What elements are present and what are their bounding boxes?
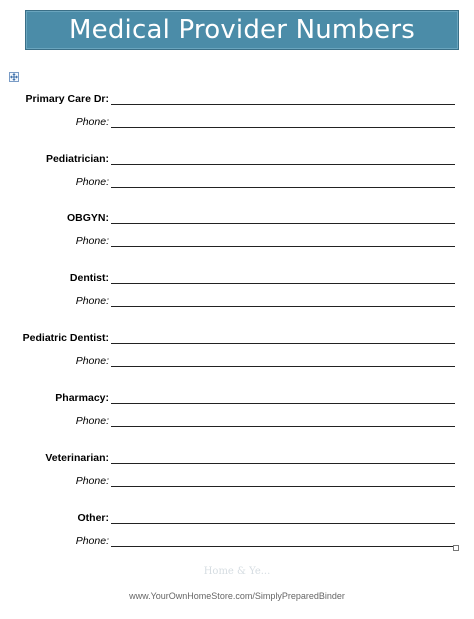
phone-label: Phone: [75,475,109,487]
fill-in-line[interactable] [111,463,455,464]
fill-in-line[interactable] [111,187,455,188]
form-row-primary-care [0,90,474,106]
phone-label: Phone: [75,176,109,188]
field-label: Other: [77,512,109,524]
fill-in-line[interactable] [111,223,455,224]
phone-label: Phone: [75,116,109,128]
fill-in-line[interactable] [111,343,455,344]
form-row-pediatrician [0,150,474,166]
form-row-phone [0,532,474,548]
field-label: Dentist: [69,272,109,284]
title-banner [25,10,459,50]
form-row-phone [0,292,474,308]
field-label: Pediatric Dentist: [22,332,109,344]
table-move-handle-icon[interactable] [9,72,19,82]
form-row-phone [0,412,474,428]
footer-url: www.YourOwnHomeStore.com/SimplyPreparedBinder [129,591,345,601]
fill-in-line[interactable] [111,283,455,284]
field-label: OBGYN: [67,212,109,224]
form-row-dentist [0,269,474,285]
field-label: Veterinarian: [45,452,109,464]
table-resize-handle-icon[interactable] [453,545,459,551]
field-label: Pediatrician: [45,153,109,165]
form-row-phone [0,352,474,368]
phone-label: Phone: [75,295,109,307]
fill-in-line[interactable] [111,127,455,128]
fill-in-line[interactable] [111,403,455,404]
field-label: Pharmacy: [55,392,109,404]
fill-in-line[interactable] [111,523,455,524]
phone-label: Phone: [75,415,109,427]
form-row-pediatric-dentist [0,329,474,345]
fill-in-line[interactable] [111,366,455,367]
phone-label: Phone: [75,235,109,247]
form-row-phone [0,173,474,189]
fill-in-line[interactable] [111,486,455,487]
fill-in-line[interactable] [111,546,455,547]
form-row-pharmacy [0,389,474,405]
form-row-obgyn [0,209,474,225]
fill-in-line[interactable] [111,246,455,247]
phone-label: Phone: [75,535,109,547]
fill-in-line[interactable] [111,306,455,307]
form-row-veterinarian [0,449,474,465]
form-row-phone [0,113,474,129]
field-label: Primary Care Dr: [25,93,109,105]
fill-in-line[interactable] [111,104,455,105]
fill-in-line[interactable] [111,164,455,165]
form-row-phone [0,232,474,248]
form-row-phone [0,472,474,488]
watermark-logo: Home & Ye... [203,566,271,577]
move-arrows-icon [10,73,18,81]
form-row-other [0,509,474,525]
fill-in-line[interactable] [111,426,455,427]
page-title: Medical Provider Numbers [69,15,415,45]
phone-label: Phone: [75,355,109,367]
